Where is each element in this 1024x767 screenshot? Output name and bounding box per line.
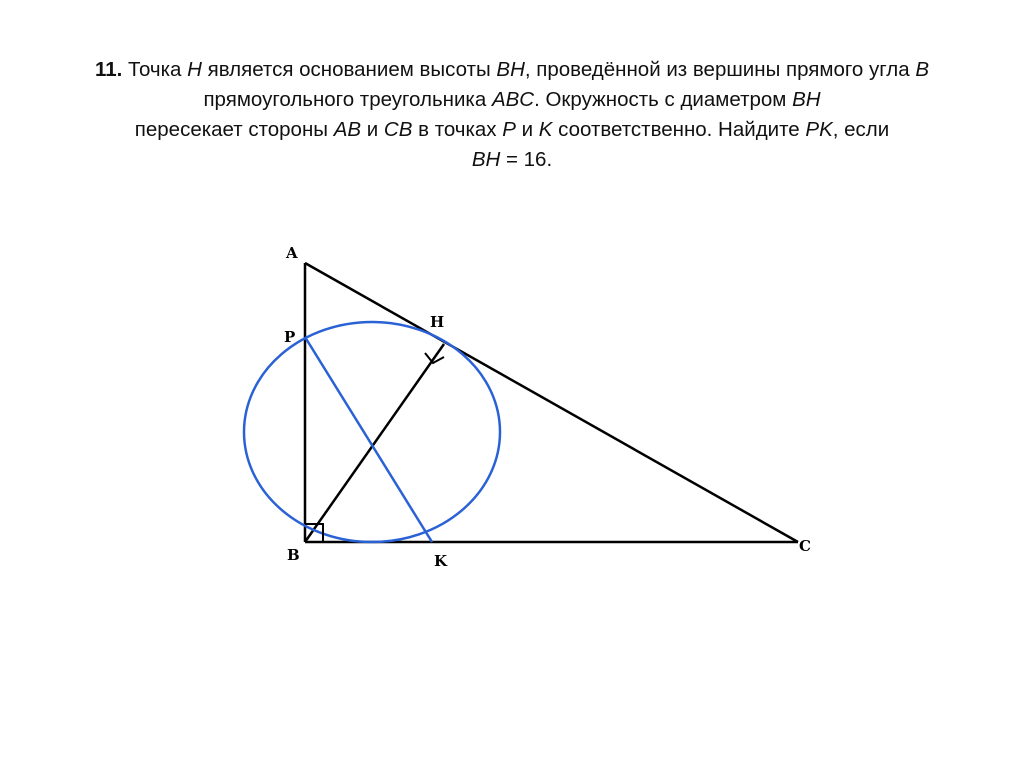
label-k: K [434,552,448,570]
var-abc: ABC [491,88,535,111]
side-ac [305,263,798,542]
var-h: H [187,58,202,81]
problem-text-part: прямоугольного треугольника [203,88,492,111]
label-c: C [799,537,811,555]
label-h: H [430,313,445,331]
problem-text-part: и [361,118,384,141]
altitude-bh [305,344,444,542]
var-pk: PK [805,118,833,141]
var-bh: BH [471,148,501,171]
var-cb: CB [383,118,413,141]
var-k: K [538,118,553,141]
problem-text-part: пересекает стороны [134,118,334,141]
problem-text-part: в точках [412,118,503,141]
var-bh: BH [792,88,821,111]
problem-text-part: . Окружность с диаметром [534,88,793,111]
var-bh: BH [496,58,525,81]
problem-text-part: Точка [122,58,188,81]
var-p: P [502,118,516,141]
problem-number: 11. [94,58,123,81]
var-b: B [915,58,930,81]
circle-diameter-bh [244,322,500,542]
problem-text-part: , если [832,118,890,141]
var-ab: AB [333,118,362,141]
segment-pk [305,337,432,542]
label-b: B [287,546,300,564]
label-a: A [286,244,298,262]
problem-text-part: и [515,118,539,141]
problem-text-part: соответственно. Найдите [552,118,806,141]
problem-text-part: = 16. [500,148,553,171]
problem-text-part: является основанием высоты [201,58,497,81]
problem-text-part: , проведённой из вершины прямого угла [524,58,916,81]
label-p: P [284,328,296,346]
